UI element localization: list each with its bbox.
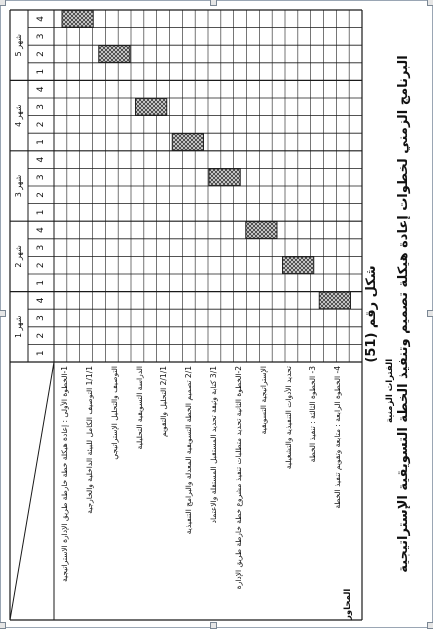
task-label: 1/1/1 التوصيف الكامل للبيئة الداخلية والخارجية — [84, 366, 94, 514]
week-header: 4 — [36, 297, 46, 304]
week-header: 4 — [36, 15, 46, 22]
week-header: 1 — [36, 279, 46, 286]
task-label: 4- الخطوة الرابعة : متابعة وتقويم تنفيذ الخطة — [333, 366, 343, 509]
week-header: 3 — [36, 174, 46, 181]
week-header: 2 — [36, 262, 46, 269]
task-label: الدراسة التسويقية التحليلية — [134, 366, 144, 450]
gantt-bar — [283, 257, 314, 274]
gantt-bar — [99, 46, 130, 63]
task-label: 2/1 تصميم الخطة التسويقية المعدلة والبرامج التنفيذية — [184, 366, 194, 535]
month-header: شهر 3 — [14, 174, 23, 198]
week-header: 1 — [36, 68, 46, 75]
week-header: 4 — [36, 227, 46, 233]
header-axis-label: المحاور — [343, 588, 353, 620]
task-label: 1-الخطوة الأولى : إعادة هيكلة خطة خارطة طريق الإدارة الاستراتيجية — [60, 366, 69, 582]
week-header: 3 — [36, 33, 46, 40]
gantt-bar — [136, 98, 167, 115]
week-header: 4 — [36, 156, 46, 163]
header-time-label: الفترات الزمنية — [385, 358, 395, 423]
week-header: 2 — [36, 51, 46, 57]
chart-title: البرنامج الزمني لخطوات إعادة هيكلة تصميم وتنفيذ الخطة التسويقية الإستراتيجية — [396, 55, 411, 573]
week-header: 3 — [36, 315, 46, 321]
gantt-bar — [62, 10, 93, 27]
task-label: 2/1/1 التحليل والتقويم — [159, 366, 169, 438]
task-label: 3/1 كتابة وثيقة تحديد المستقبل المستقلة والاعتماد — [209, 366, 218, 524]
month-header: شهر 2 — [14, 245, 23, 268]
week-header: 1 — [36, 350, 46, 357]
task-label: 3- الخطوة الثالثة : تنفيذ الخطة — [308, 366, 318, 463]
week-header: 2 — [36, 332, 46, 339]
task-label: التوصيف والتحليل الإستراتيجي — [109, 366, 119, 460]
gantt-bar — [319, 292, 350, 309]
week-header: 2 — [36, 191, 46, 198]
gantt-bar — [209, 169, 240, 186]
week-header: 2 — [36, 121, 46, 128]
week-header: 3 — [36, 244, 46, 251]
task-label: 2-الخطوة الثانية تحديد متطلبات تنفيذ مشروع خطة خارطة طريق الإدارة — [233, 366, 243, 590]
week-header: 1 — [36, 209, 46, 216]
task-label: الإستراتيجية التسويقية — [258, 366, 268, 435]
figure-label: شكل رقم (51) — [364, 265, 379, 363]
month-header: شهر 4 — [14, 104, 23, 127]
week-header: 3 — [36, 103, 46, 110]
month-header: شهر 5 — [14, 33, 23, 57]
week-header: 1 — [36, 139, 46, 145]
month-header: شهر 1 — [14, 315, 23, 339]
gantt-bar — [172, 134, 203, 151]
task-label: تحديد الأدوات التنفيذية والتشغيلية — [283, 366, 293, 470]
week-header: 4 — [36, 86, 46, 93]
gantt-bar — [246, 222, 277, 239]
